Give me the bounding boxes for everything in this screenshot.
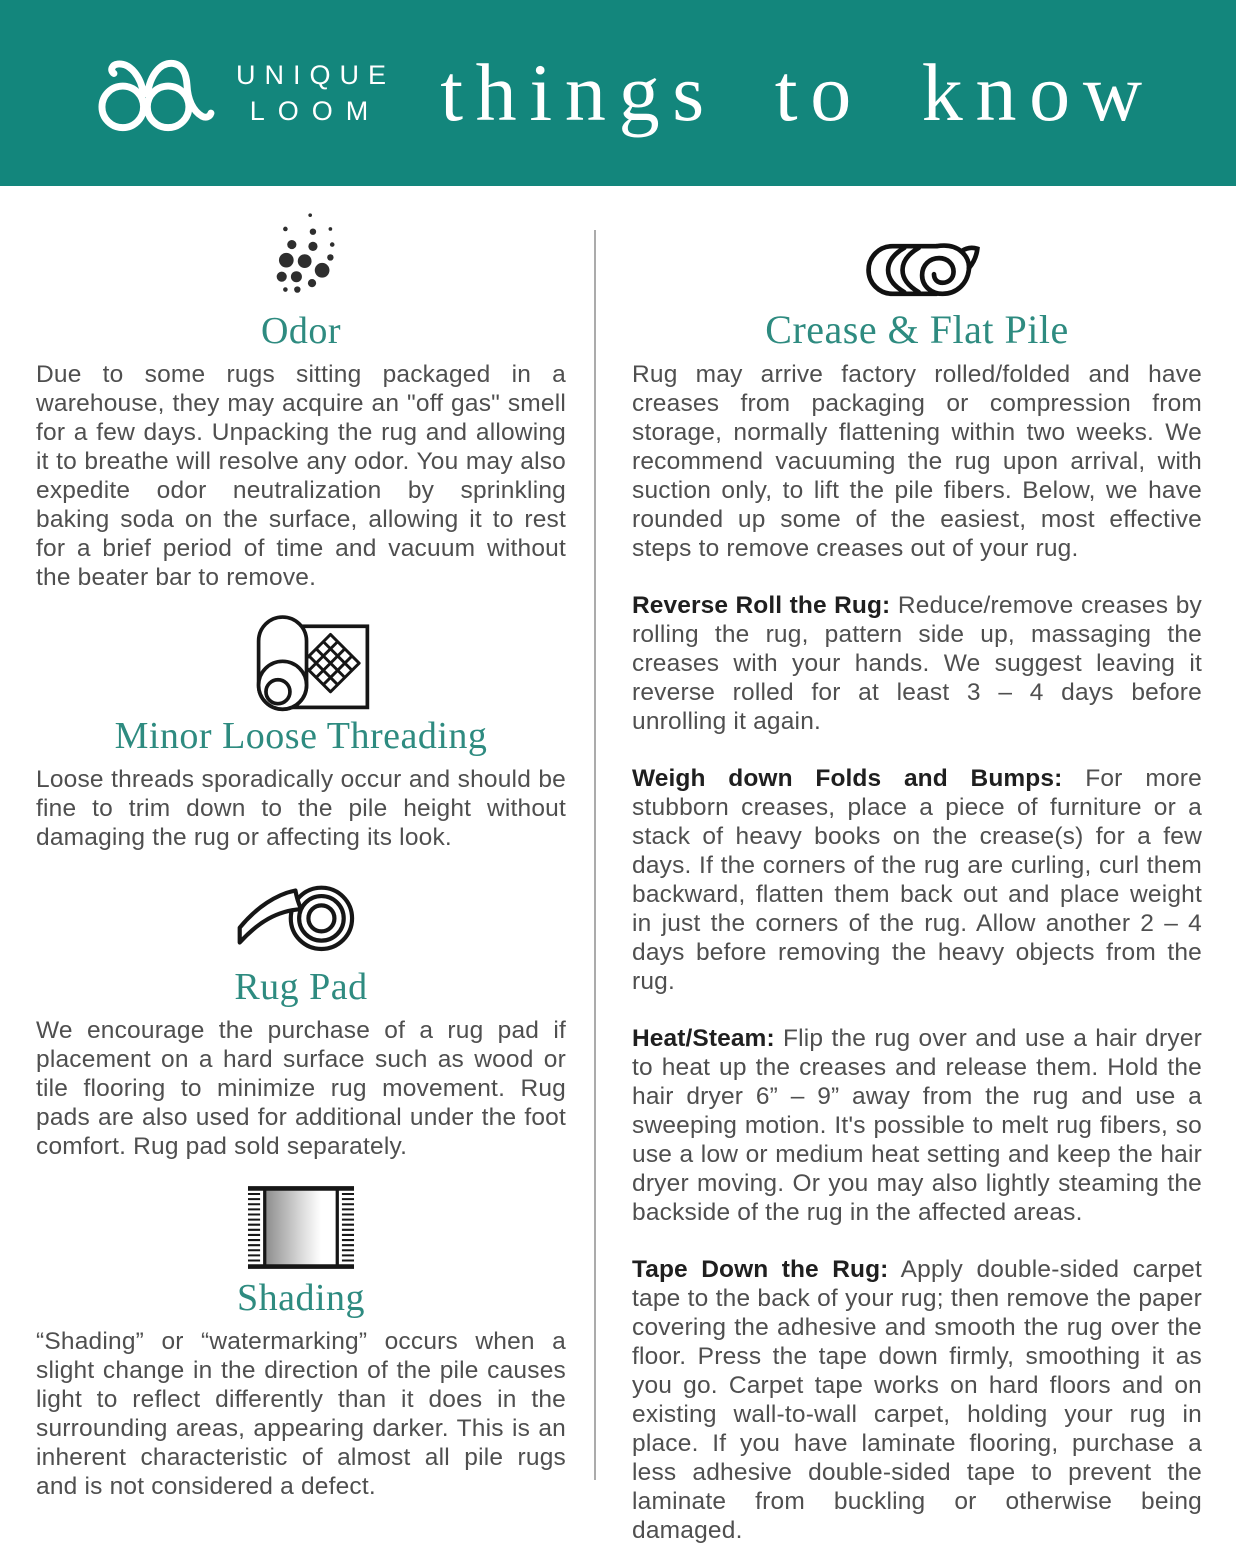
right-column	[632, 206, 1202, 1545]
odor-particles-icon	[255, 206, 347, 307]
section-body-shading: “Shading” or “watermarking” occurs when a slight change in the direction of the pile causes light to reflect differently than it does in the surrounding areas, appearing darker. This is an inherent characteristic of almost all pile rugs and is not considered a defect.	[36, 1328, 566, 1500]
tip-label-tape-down: Tape Down the Rug:	[632, 1256, 889, 1283]
section-rug-pad	[36, 870, 566, 1161]
section-title-minor-loose-threading: Minor Loose Threading	[114, 715, 488, 757]
section-odor	[36, 206, 566, 592]
rug-pad-roll-icon	[236, 870, 366, 963]
tip-text-heat-steam: Flip the rug over and use a hair dryer to heat up the creases and release them. Hold the hair dryer 6” – 9” away from the rug and use a sweeping motion. It's possible to melt rug fibers, so use a low or medium heat setting and keep the hair dryer moving. Or you may also lightly steaming the backside of the rug in the affected areas.	[632, 1025, 1202, 1226]
section-title-rug-pad: Rug Pad	[234, 966, 368, 1008]
unrolling-rug-crosshatch-icon	[227, 606, 375, 712]
section-body-odor: Due to some rugs sitting packaged in a warehouse, they may acquire an "off gas" smell for a few days. Unpacking the rug and allowing it to breathe will resolve any odor. You may also expedite odor neutralization by sprinkling baking soda on the surface, allowing it to rest for a brief period of time and vacuum without the beater bar to remove.	[36, 361, 566, 591]
tip-weigh-down	[632, 764, 1202, 996]
section-title-crease-flat-pile: Crease & Flat Pile	[765, 307, 1069, 352]
column-divider	[594, 230, 596, 1480]
brand-line-unique: UNIQUE	[236, 60, 396, 90]
tip-heat-steam	[632, 1024, 1202, 1227]
tip-label-weigh-down: Weigh down Folds and Bumps:	[632, 765, 1063, 792]
content-area	[0, 186, 1236, 1545]
brand-wordmark	[236, 57, 395, 129]
section-title-shading: Shading	[236, 1277, 366, 1319]
section-shading	[36, 1181, 566, 1501]
tip-label-heat-steam: Heat/Steam:	[632, 1025, 775, 1052]
section-intro-crease-flat-pile: Rug may arrive factory rolled/folded and have creases from packaging or compression from storage, normally flattening within two weeks. We recommend vacuuming the rug upon arrival, with suction only, to lift the pile fibers. Below, we have rounded up some of the easiest, most effective steps to remove creases out of your rug.	[632, 361, 1202, 562]
brand-line-loom: LOOM	[249, 96, 382, 126]
rolled-rug-spiral-icon	[853, 236, 981, 304]
page-header	[0, 0, 1236, 186]
section-minor-loose-threading	[36, 606, 566, 852]
tip-label-reverse-roll: Reverse Roll the Rug:	[632, 592, 891, 619]
tip-text-reverse-roll: Reduce/remove creases by rolling the rug, pattern side up, massaging the creases with your hands. We suggest leaving it reverse rolled for at least 3 – 4 days before unrolling it again.	[632, 592, 1203, 735]
tip-text-weigh-down: For more stubborn creases, place a piece of furniture or a stack of heavy books on the crease(s) for a few days. If the corners of the rug are curling, curl them backward, flatten them back out and place weight in just the corners of the rug. Allow another 2 – 4 days before removing the heavy objects from the rug.	[632, 765, 1202, 995]
shaded-rug-gradient-icon	[231, 1181, 371, 1274]
section-body-rug-pad: We encourage the purchase of a rug pad if placement on a hard surface such as wood or tile flooring to minimize rug movement. Rug pads are also used for additional under the foot comfort. Rug pad sold separately.	[36, 1017, 566, 1160]
tip-tape-down	[632, 1255, 1202, 1545]
section-body-minor-loose-threading: Loose threads sporadically occur and should be fine to trim down to the pile height without damaging the rug or affecting its look.	[36, 766, 566, 851]
tip-text-tape-down: Apply double-sided carpet tape to the back of your rug; then remove the paper covering the adhesive and smooth the rug over the floor. Press the tape down firmly, smoothing it as you go. Carpet tape works on hard floors and on existing wall-to-wall carpet, holding your rug in place. If you have laminate flooring, purchase a less adhesive double-sided tape to prevent the laminate from buckling or otherwise being damaged.	[632, 1256, 1202, 1544]
left-column	[36, 206, 566, 1545]
unique-loom-logo	[90, 47, 216, 139]
section-crease-flat-pile	[632, 236, 1202, 1545]
tip-reverse-roll	[632, 591, 1202, 736]
page-title: things to know	[440, 47, 1155, 138]
section-title-odor: Odor	[260, 310, 342, 352]
